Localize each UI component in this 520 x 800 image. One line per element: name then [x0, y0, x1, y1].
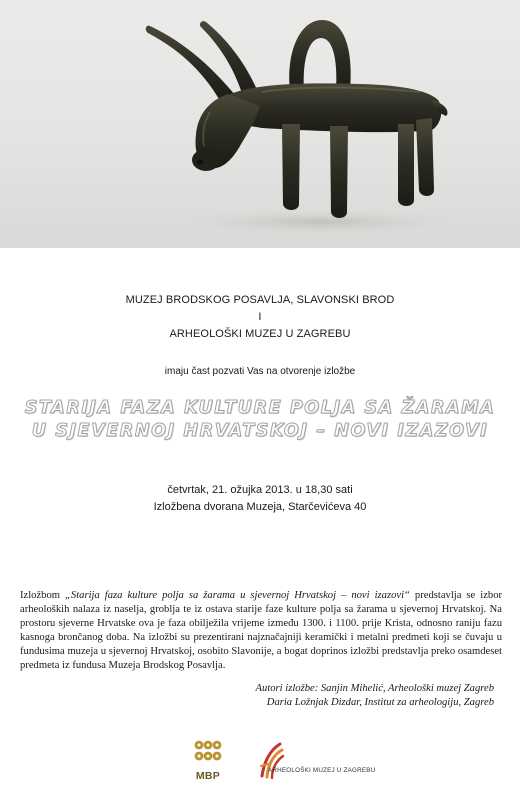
mbp-logo	[186, 740, 230, 782]
arheoloski-muzej-logo-mark	[258, 742, 286, 780]
mbp-logo-text: MBP	[195, 770, 221, 782]
exhibition-description	[20, 589, 502, 672]
invitation-text: imaju čast pozvati Vas na otvorenje izložbe	[164, 366, 356, 377]
author-line-1: Autori izložbe: Sanjin Mihelić, Arheološki muzej Zagreb	[255, 683, 494, 694]
author-line-2: Daria Ložnjak Dizdar, Institut za arheologiju, Zagreb	[266, 696, 494, 708]
exhibition-title	[0, 397, 520, 443]
exhibition-authors	[256, 682, 494, 710]
host-archaeological-museum-zagreb: ARHEOLOŠKI MUZEJ U ZAGREBU	[169, 328, 351, 340]
event-details	[0, 482, 520, 516]
arheoloski-muzej-logo-text: ARHEOLOŠKI MUZEJ U ZAGREBU	[268, 767, 376, 774]
host-institutions	[0, 292, 520, 343]
description-exhibit-title: „Starija faza kulture polja sa žarama u sjevernoj Hrvatskoj – novi izazovi“	[65, 590, 410, 601]
event-venue: Izložbena dvorana Muzeja, Starčevićeva 40	[153, 501, 367, 513]
host-conjunction: I	[258, 311, 262, 323]
description-intro: Izložbom	[20, 590, 66, 601]
exhibition-title-line-1: STARIJA FAZA KULTURE POLJA SA ŽARAMA	[24, 398, 496, 418]
event-date-time: četvrtak, 21. ožujka 2013. u 18,30 sati	[167, 484, 353, 496]
description-body: predstavlja se izbor arheoloških nalaza iz naselja, groblja te iz ostava starije faze kulture polja sa žarama u sjevernoj Hrvatskoj. Na prostoru sjeverne Hrvatske ova je faza obilježila vrijeme između 1300. i 1100. prije Krista, odnosno raniju fazu kasnoga brončanog doba. Na izložbi su prezentirani najznačajniji keramički i metalni predmeti koji se čuvaju u fundusima muzeja u sjevernoj Hrvatskoj, osobito Slavonije, a bogat doprinos izložbi predstavlja preko osamdeset predmeta iz fundusa Muzeja Brodskog Posavlja.	[20, 590, 503, 671]
mbp-logo-mark	[193, 740, 223, 764]
bronze-figurine-image	[0, 0, 520, 248]
host-museum-brodsko-posavlje: MUZEJ BRODSKOG POSAVLJA, SLAVONSKI BROD	[125, 294, 395, 306]
description-paragraph	[20, 589, 502, 672]
exhibition-title-line-2: U SJEVERNOJ HRVATSKOJ – NOVI IZAZOVI	[31, 421, 489, 441]
header-photo-bronze-animal-figurine	[0, 0, 520, 248]
